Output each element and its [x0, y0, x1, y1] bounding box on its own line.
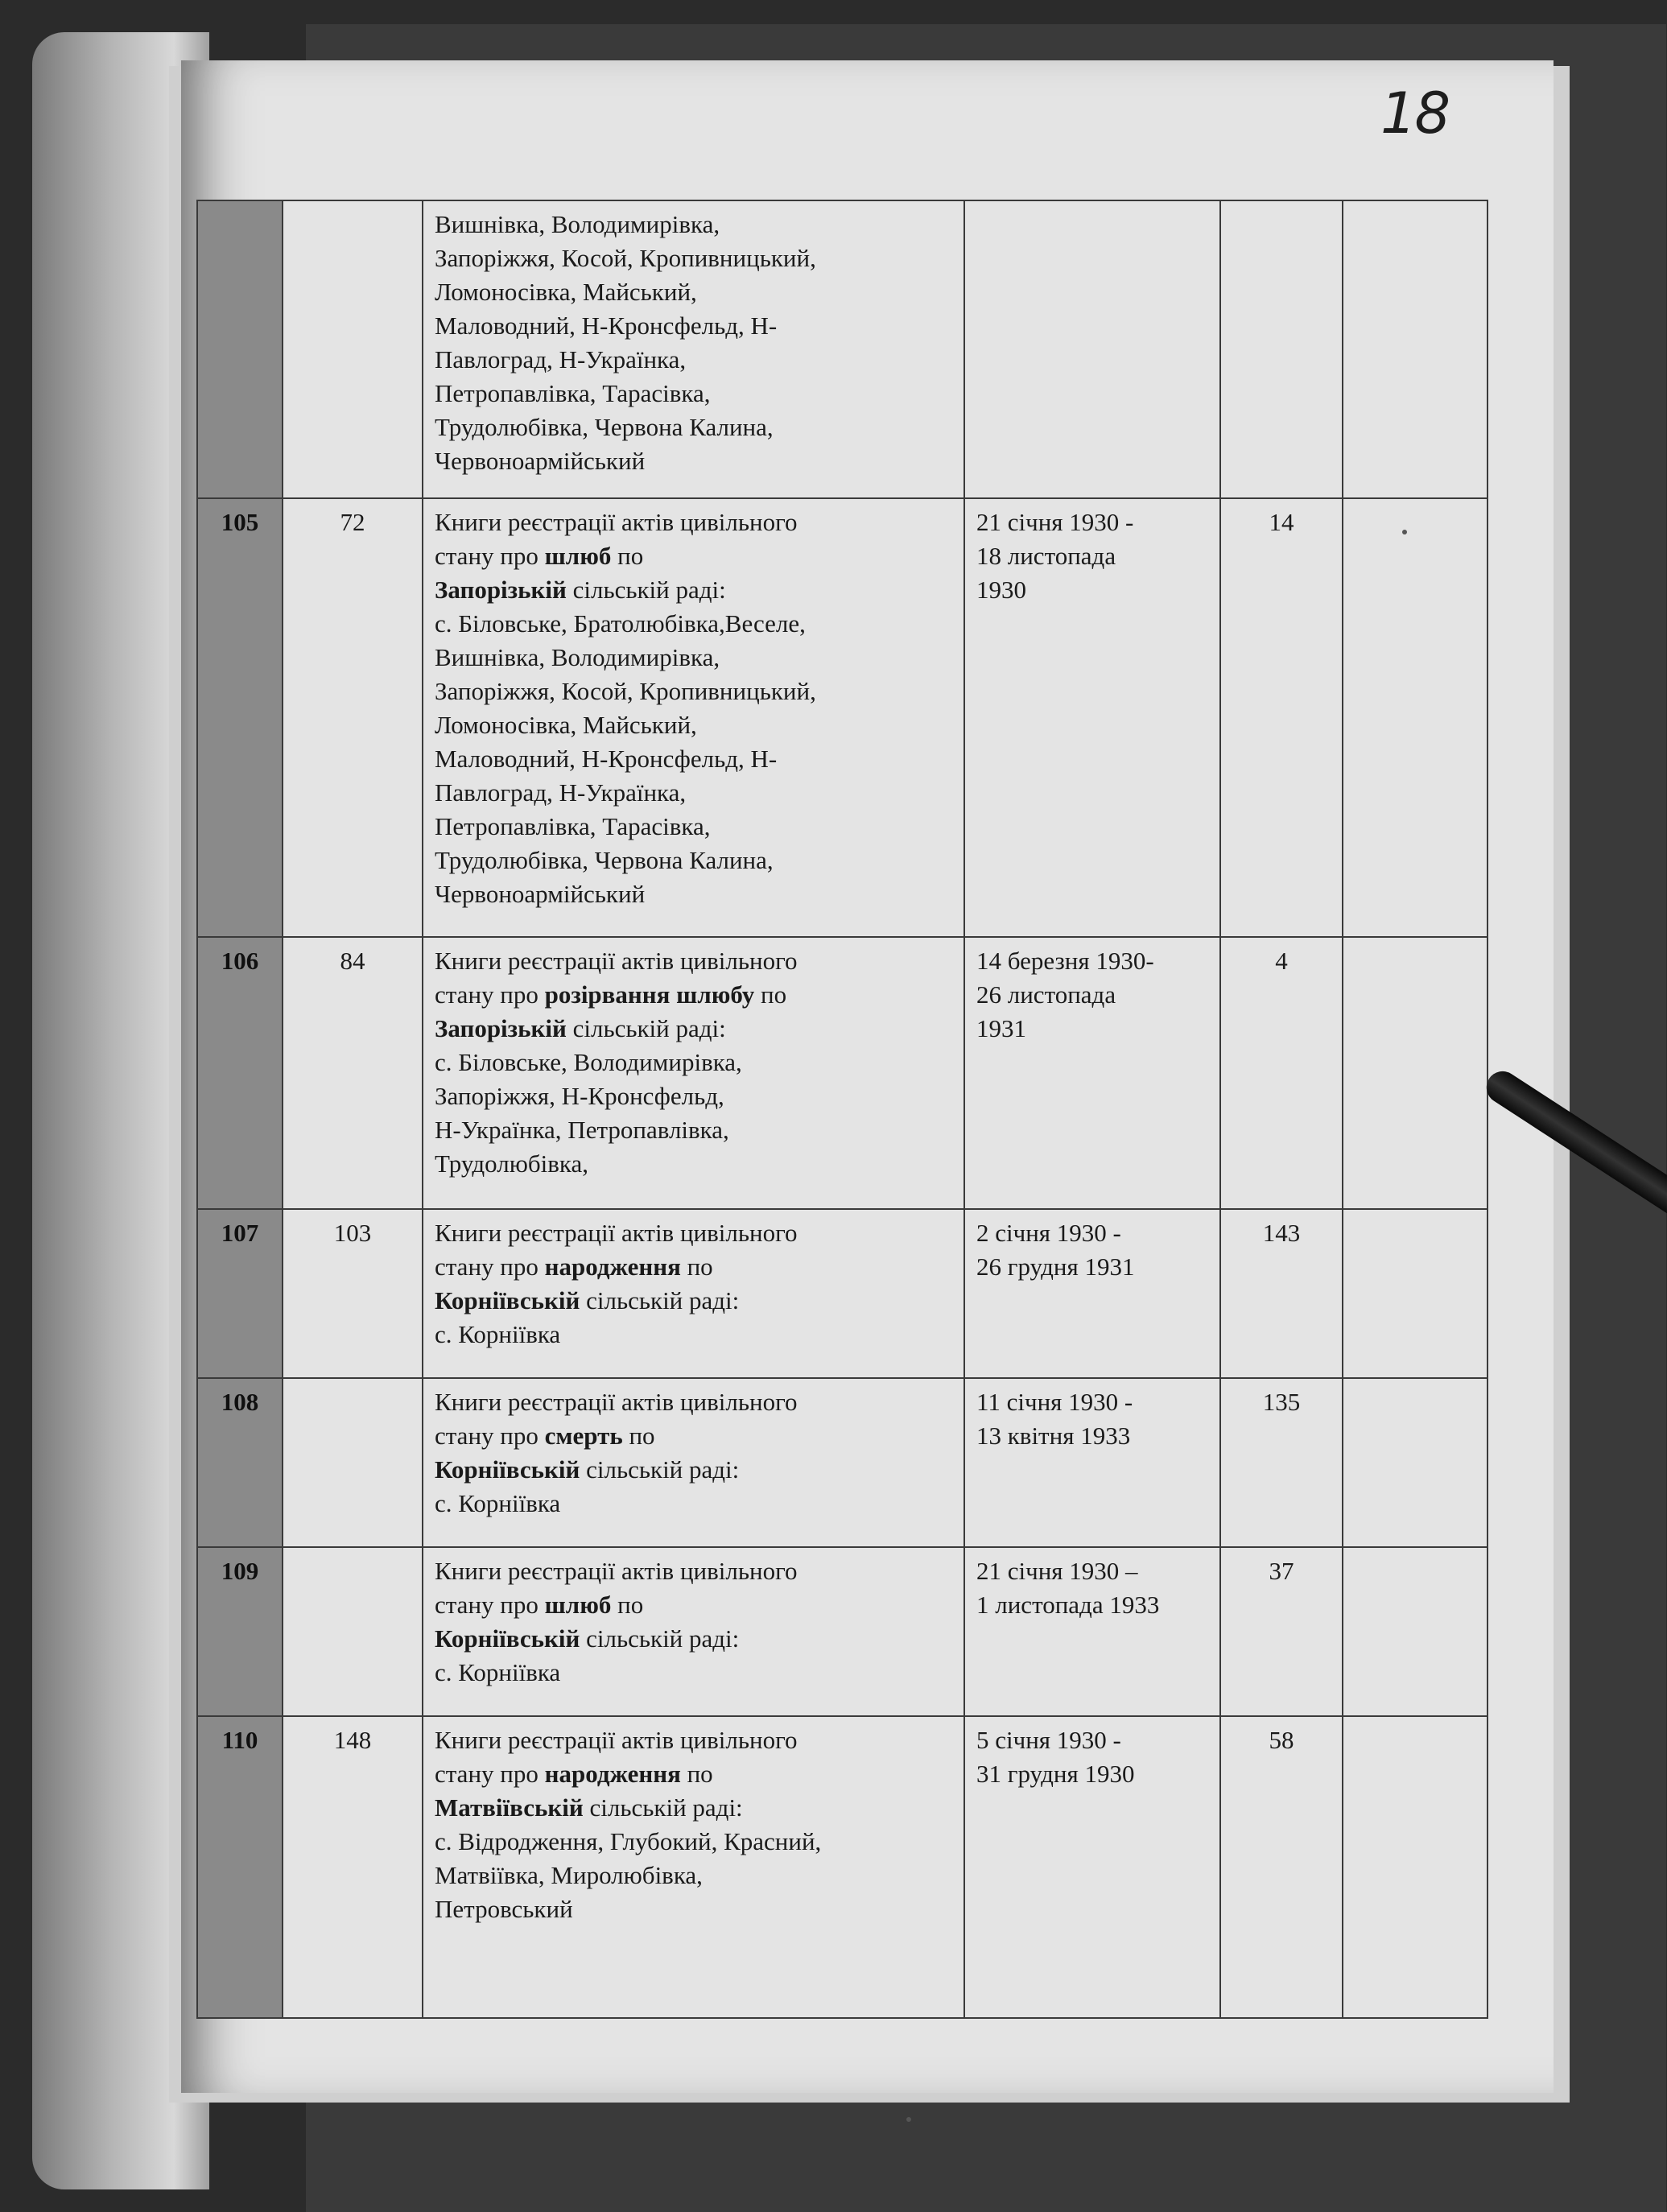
date-line: 18 листопада: [976, 542, 1116, 570]
emphasized-term: Корніївській: [435, 1286, 587, 1314]
description-text: по: [629, 1422, 655, 1450]
description-line: Павлоград, Н-Українка,: [435, 778, 687, 807]
item-count: [1220, 200, 1343, 498]
notes-cell: [1343, 1378, 1488, 1547]
fund-number: 84: [283, 937, 423, 1209]
date-line: 21 січня 1930 -: [976, 508, 1134, 536]
description-line: Вишнівка, Володимирівка,: [435, 210, 720, 238]
description-line: Ломоносівка, Майський,: [435, 711, 697, 739]
date-range: [964, 937, 1220, 1209]
emphasized-term: Корніївській: [435, 1624, 587, 1653]
description-line: с. Корніївка: [435, 1489, 561, 1517]
description-text: сільській раді:: [589, 1793, 743, 1822]
description-line: Трудолюбівка, Червона Калина,: [435, 846, 774, 874]
fund-number: 72: [283, 498, 423, 937]
description-line: Вишнівка, Володимирівка,: [435, 643, 720, 671]
description-line: [435, 573, 952, 607]
description-text: по: [617, 1591, 644, 1619]
notes-cell: [1343, 1209, 1488, 1378]
description-line: с. Біловське, Братолюбівка,Веселе,: [435, 609, 806, 638]
date-range: [964, 200, 1220, 498]
item-count: 14: [1220, 498, 1343, 937]
date-range: [964, 498, 1220, 937]
record-number: 105: [197, 498, 283, 937]
description-line: Павлоград, Н-Українка,: [435, 345, 687, 373]
description-line: Трудолюбівка,: [435, 1149, 589, 1178]
item-count: 135: [1220, 1378, 1343, 1547]
emphasized-term: Запорізькій: [435, 1014, 573, 1042]
dust-speck: [906, 2117, 911, 2122]
table-row: [197, 1547, 1488, 1716]
description-line: [435, 1012, 952, 1046]
emphasized-term: Запорізькій: [435, 576, 573, 604]
description-line: с. Корніївка: [435, 1658, 561, 1686]
date-range: [964, 1209, 1220, 1378]
fund-number: [283, 1547, 423, 1716]
description-text: по: [617, 542, 644, 570]
description-line: Запоріжжя, Н-Кронсфельд,: [435, 1082, 724, 1110]
description-line: Маловодний, Н-Кронсфельд, Н-: [435, 312, 778, 340]
record-description: [423, 1378, 964, 1547]
description-line: с. Відродження, Глубокий, Красний,: [435, 1827, 822, 1855]
description-text: стану про: [435, 1760, 538, 1788]
description-line: Книги реєстрації актів цивільного: [435, 947, 798, 975]
register-table: [196, 200, 1488, 2019]
date-range: [964, 1547, 1220, 1716]
fund-number: 148: [283, 1716, 423, 2018]
description-text: сільській раді:: [586, 1624, 740, 1653]
fund-number: [283, 200, 423, 498]
description-text: сільській раді:: [572, 1014, 726, 1042]
description-line: Книги реєстрації актів цивільного: [435, 508, 798, 536]
table-row: [197, 937, 1488, 1209]
emphasized-term: шлюб: [538, 542, 618, 570]
date-line: 1930: [976, 576, 1026, 604]
emphasized-term: смерть: [538, 1422, 629, 1450]
table-row: [197, 1716, 1488, 2018]
description-line: с. Корніївка: [435, 1320, 561, 1348]
date-line: 1 листопада 1933: [976, 1591, 1160, 1619]
date-line: 13 квітня 1933: [976, 1422, 1131, 1450]
description-text: стану про: [435, 1422, 538, 1450]
handwritten-page-number: 18: [1380, 80, 1450, 147]
description-line: [435, 1791, 952, 1825]
emphasized-term: Матвіївській: [435, 1793, 590, 1822]
description-line: Червоноармійський: [435, 447, 646, 475]
description-line: Петропавлівка, Тарасівка,: [435, 379, 711, 407]
description-line: Петровський: [435, 1895, 573, 1923]
description-text: сільській раді:: [586, 1455, 740, 1484]
description-line: [435, 978, 952, 1012]
emphasized-term: народження: [538, 1253, 687, 1281]
item-count: 143: [1220, 1209, 1343, 1378]
notes-cell: [1343, 498, 1488, 937]
description-line: [435, 1757, 952, 1791]
date-line: 5 січня 1930 -: [976, 1726, 1121, 1754]
item-count: 4: [1220, 937, 1343, 1209]
description-text: сільській раді:: [572, 576, 726, 604]
date-range: [964, 1716, 1220, 2018]
table-row: [197, 200, 1488, 498]
date-range: [964, 1378, 1220, 1547]
description-line: Ломоносівка, Майський,: [435, 278, 697, 306]
fund-number: 103: [283, 1209, 423, 1378]
record-description: [423, 937, 964, 1209]
date-line: 2 січня 1930 -: [976, 1219, 1121, 1247]
notes-cell: [1343, 200, 1488, 498]
notes-cell: [1343, 937, 1488, 1209]
description-line: Запоріжжя, Косой, Кропивницький,: [435, 244, 816, 272]
description-line: Запоріжжя, Косой, Кропивницький,: [435, 677, 816, 705]
description-text: по: [687, 1760, 713, 1788]
description-line: [435, 1588, 952, 1622]
description-text: стану про: [435, 1253, 538, 1281]
record-number: 109: [197, 1547, 283, 1716]
description-line: Книги реєстрації актів цивільного: [435, 1219, 798, 1247]
description-text: по: [687, 1253, 713, 1281]
record-description: [423, 1547, 964, 1716]
record-number: [197, 200, 283, 498]
record-number: 108: [197, 1378, 283, 1547]
date-line: 21 січня 1930 –: [976, 1557, 1138, 1585]
description-line: [435, 539, 952, 573]
table-row: [197, 1378, 1488, 1547]
date-line: 31 грудня 1930: [976, 1760, 1135, 1788]
description-line: [435, 1250, 952, 1284]
description-line: Маловодний, Н-Кронсфельд, Н-: [435, 745, 778, 773]
description-line: с. Біловське, Володимирівка,: [435, 1048, 742, 1076]
notes-cell: [1343, 1547, 1488, 1716]
description-text: стану про: [435, 1591, 538, 1619]
record-number: 110: [197, 1716, 283, 2018]
emphasized-term: шлюб: [538, 1591, 618, 1619]
description-line: Трудолюбівка, Червона Калина,: [435, 413, 774, 441]
table-row: [197, 498, 1488, 937]
record-description: [423, 1716, 964, 2018]
date-line: 14 березня 1930-: [976, 947, 1154, 975]
fund-number: [283, 1378, 423, 1547]
description-line: Петропавлівка, Тарасівка,: [435, 812, 711, 840]
description-line: Книги реєстрації актів цивільного: [435, 1726, 798, 1754]
description-text: сільській раді:: [586, 1286, 740, 1314]
description-line: [435, 1453, 952, 1487]
record-description: [423, 1209, 964, 1378]
description-line: Книги реєстрації актів цивільного: [435, 1388, 798, 1416]
record-number: 107: [197, 1209, 283, 1378]
item-count: 58: [1220, 1716, 1343, 2018]
description-line: Матвіївка, Миролюбівка,: [435, 1861, 703, 1889]
item-count: 37: [1220, 1547, 1343, 1716]
description-line: Н-Українка, Петропавлівка,: [435, 1116, 729, 1144]
emphasized-term: розірвання шлюбу: [538, 980, 761, 1009]
date-line: 1931: [976, 1014, 1026, 1042]
register-table-body: [197, 200, 1488, 2018]
description-text: по: [760, 980, 787, 1009]
description-line: [435, 1284, 952, 1318]
date-line: 11 січня 1930 -: [976, 1388, 1133, 1416]
dust-speck: [1402, 530, 1407, 534]
record-description: [423, 498, 964, 937]
description-line: Червоноармійський: [435, 880, 646, 908]
date-line: 26 грудня 1931: [976, 1253, 1135, 1281]
description-line: [435, 1622, 952, 1656]
record-description: [423, 200, 964, 498]
description-text: стану про: [435, 542, 538, 570]
description-line: [435, 1419, 952, 1453]
emphasized-term: Корніївській: [435, 1455, 587, 1484]
record-number: 106: [197, 937, 283, 1209]
table-row: [197, 1209, 1488, 1378]
notes-cell: [1343, 1716, 1488, 2018]
emphasized-term: народження: [538, 1760, 687, 1788]
description-line: Книги реєстрації актів цивільного: [435, 1557, 798, 1585]
description-text: стану про: [435, 980, 538, 1009]
date-line: 26 листопада: [976, 980, 1116, 1009]
